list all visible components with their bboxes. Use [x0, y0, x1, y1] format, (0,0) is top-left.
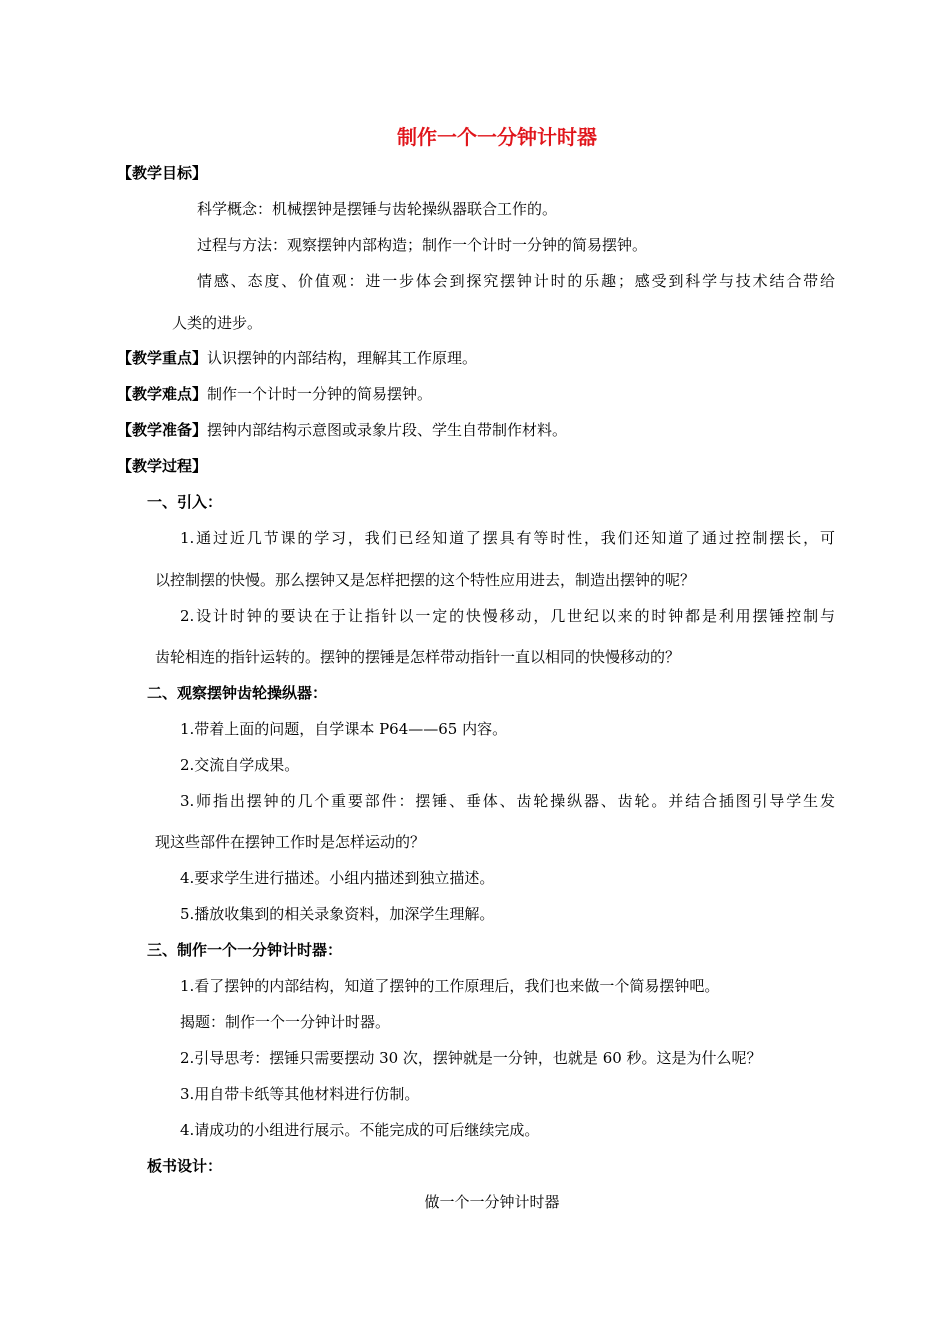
key-point-label: 【教学重点】 [117, 349, 208, 367]
preparation-text: 摆钟内部结构示意图或录象片段、学生自带制作材料。 [207, 421, 568, 439]
objectives-label: 【教学目标】 [117, 164, 208, 182]
section1-p2-line2: 齿轮相连的指针运转的。摆钟的摆锤是怎样带动指针一直以相同的快慢移动的？ [155, 648, 681, 666]
section3-item1: 1.看了摆钟的内部结构，知道了摆钟的工作原理后，我们也来做一个简易摆钟吧。 [180, 977, 720, 995]
section3-heading: 三、制作一个一分钟计时器： [147, 941, 343, 959]
objectives-attitude-line2: 人类的进步。 [172, 314, 263, 332]
section2-item5: 5.播放收集到的相关录象资料，加深学生理解。 [180, 905, 495, 923]
section2-item2: 2.交流自学成果。 [180, 756, 300, 774]
page-title: 制作一个一分钟计时器 [397, 125, 597, 149]
key-point-row [117, 348, 477, 368]
section3-item3: 3.用自带卡纸等其他材料进行仿制。 [180, 1085, 420, 1103]
board-heading: 板书设计： [147, 1157, 223, 1175]
objectives-concept: 科学概念：机械摆钟是摆锤与齿轮操纵器联合工作的。 [197, 200, 558, 218]
section2-item1: 1.带着上面的问题，自学课本 P64——65 内容。 [180, 720, 508, 738]
board-center-title: 做一个一分钟计时器 [424, 1193, 560, 1211]
section1-p1-line1: 1.通过近几节课的学习，我们已经知道了摆具有等时性，我们还知道了通过控制摆长，可 [180, 529, 835, 547]
preparation-label: 【教学准备】 [117, 421, 208, 439]
objectives-process: 过程与方法：观察摆钟内部构造；制作一个计时一分钟的简易摆钟。 [197, 236, 648, 254]
section1-p2-line1: 2.设计时钟的要诀在于让指针以一定的快慢移动，几世纪以来的时钟都是利用摆锤控制与 [180, 607, 835, 625]
section1-heading: 一、引入： [147, 493, 223, 511]
objectives-attitude-line1: 情感、态度、价值观：进一步体会到探究摆钟计时的乐趣；感受到科学与技术结合带给 [197, 272, 835, 290]
process-label: 【教学过程】 [117, 457, 208, 475]
section2-item3-line1: 3.师指出摆钟的几个重要部件：摆锤、垂体、齿轮操纵器、齿轮。并结合插图引导学生发 [180, 792, 835, 810]
section2-item4: 4.要求学生进行描述。小组内描述到独立描述。 [180, 869, 495, 887]
section1-p1-line2: 以控制摆的快慢。那么摆钟又是怎样把摆的这个特性应用进去，制造出摆钟的呢？ [155, 571, 696, 589]
section3-reveal: 揭题：制作一个一分钟计时器。 [180, 1013, 391, 1031]
difficulty-row [117, 384, 432, 404]
section3-item4: 4.请成功的小组进行展示。不能完成的可后继续完成。 [180, 1121, 540, 1139]
section3-item2: 2.引导思考：摆锤只需要摆动 30 次，摆钟就是一分钟，也就是 60 秒。这是为什么呢？ [180, 1049, 762, 1067]
difficulty-text: 制作一个计时一分钟的简易摆钟。 [207, 385, 433, 403]
difficulty-label: 【教学难点】 [117, 385, 208, 403]
key-point-text: 认识摆钟的内部结构，理解其工作原理。 [207, 349, 478, 367]
section2-heading: 二、观察摆钟齿轮操纵器： [147, 684, 328, 702]
preparation-row [117, 420, 567, 440]
section2-item3-line2: 现这些部件在摆钟工作时是怎样运动的？ [155, 833, 426, 851]
